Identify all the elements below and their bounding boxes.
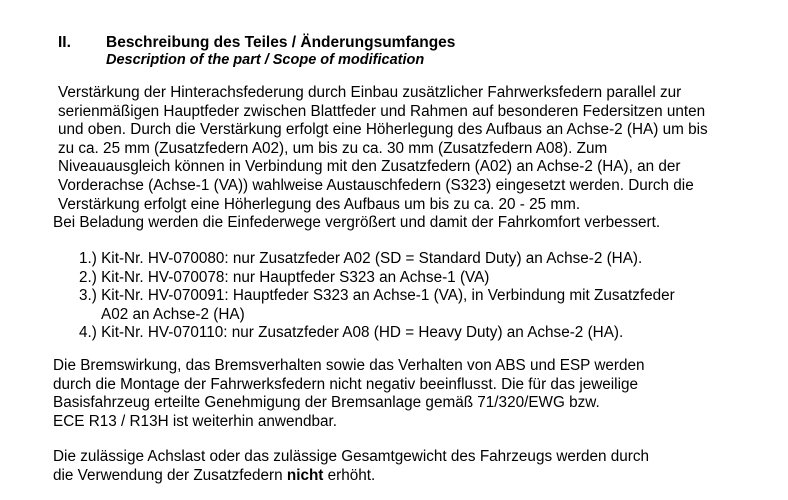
kit-list-item: 3.) Kit-Nr. HV-070091: Hauptfeder S323 an Achse-1 (VA), in Verbindung mit Zusatzfeder	[79, 287, 675, 305]
paragraph-line: Vorderachse (Achse-1 (VA)) wahlweise Austauschfedern (S323) eingesetzt werden. Durch die	[58, 176, 694, 194]
paragraph-line: Verstärkung der Hinterachsfederung durch Einbau zusätzlicher Fahrwerksfedern parallel zur	[58, 84, 682, 101]
kit-list-item: 4.) Kit-Nr. HV-070110: nur Zusatzfeder A08 (HD = Heavy Duty) an Achse-2 (HA).	[79, 324, 624, 342]
kit-list-item: 2.) Kit-Nr. HV-070078: nur Hauptfeder S323 an Achse-1 (VA)	[79, 268, 490, 286]
emphasis-text: nicht	[286, 466, 324, 484]
paragraph-line: Die zulässige Achslast oder das zulässige Gesamtgewicht des Fahrzeugs werden durch	[53, 448, 650, 465]
paragraph-line: und oben. Durch die Verstärkung erfolgt eine Höherlegung des Aufbaus an Achse-2 (HA) um bis	[58, 121, 708, 139]
kit-list	[79, 250, 675, 343]
paragraph-line: Niveauausgleich können in Verbindung mit den Zusatzfedern (A02) an Achse-2 (HA), an der	[58, 158, 681, 176]
paragraph-line: zu ca. 25 mm (Zusatzfedern A02), um bis zu ca. 30 mm (Zusatzfedern A08). Zum	[58, 139, 608, 157]
paragraph-text: erhöht.	[323, 466, 376, 484]
section-title: Beschreibung des Teiles / Änderungsumfanges	[106, 34, 456, 51]
kit-list-item: 1.) Kit-Nr. HV-070080: nur Zusatzfeder A02 (SD = Standard Duty) an Achse-2 (HA).	[79, 250, 643, 267]
kit-list-item-continuation: A02 an Achse-2 (HA)	[101, 305, 245, 323]
paragraph-line: Bei Beladung werden die Einfederwege vergrößert und damit der Fahrkomfort verbessert.	[53, 214, 661, 232]
section-subtitle: Description of the part / Scope of modification	[106, 52, 425, 68]
paragraph-axle-load	[53, 448, 649, 485]
paragraph-text: die Verwendung der Zusatzfedern	[53, 466, 287, 484]
paragraph-line: ECE R13 / R13H ist weiterhin anwendbar.	[53, 412, 337, 430]
paragraph-line: Verstärkung erfolgt eine Höherlegung des Aufbaus um bis zu ca. 20 - 25 mm.	[58, 195, 581, 213]
paragraph-line: durch die Montage der Fahrwerksfedern nicht negativ beeinflusst. Die für das jeweilige	[53, 375, 638, 393]
paragraph-line	[53, 467, 649, 486]
paragraph-reinforcement	[53, 84, 708, 233]
paragraph-brakes	[53, 357, 645, 431]
paragraph-line: Die Bremswirkung, das Bremsverhalten sowie das Verhalten von ABS und ESP werden	[53, 357, 645, 374]
section-number: II.	[58, 34, 71, 51]
paragraph-line: serienmäßigen Hauptfeder zwischen Blattfeder und Rahmen auf besonderen Federsitzen unten	[58, 102, 706, 120]
paragraph-line: Basisfahrzeug erteilte Genehmigung der Bremsanlage gemäß 71/320/EWG bzw.	[53, 394, 600, 412]
